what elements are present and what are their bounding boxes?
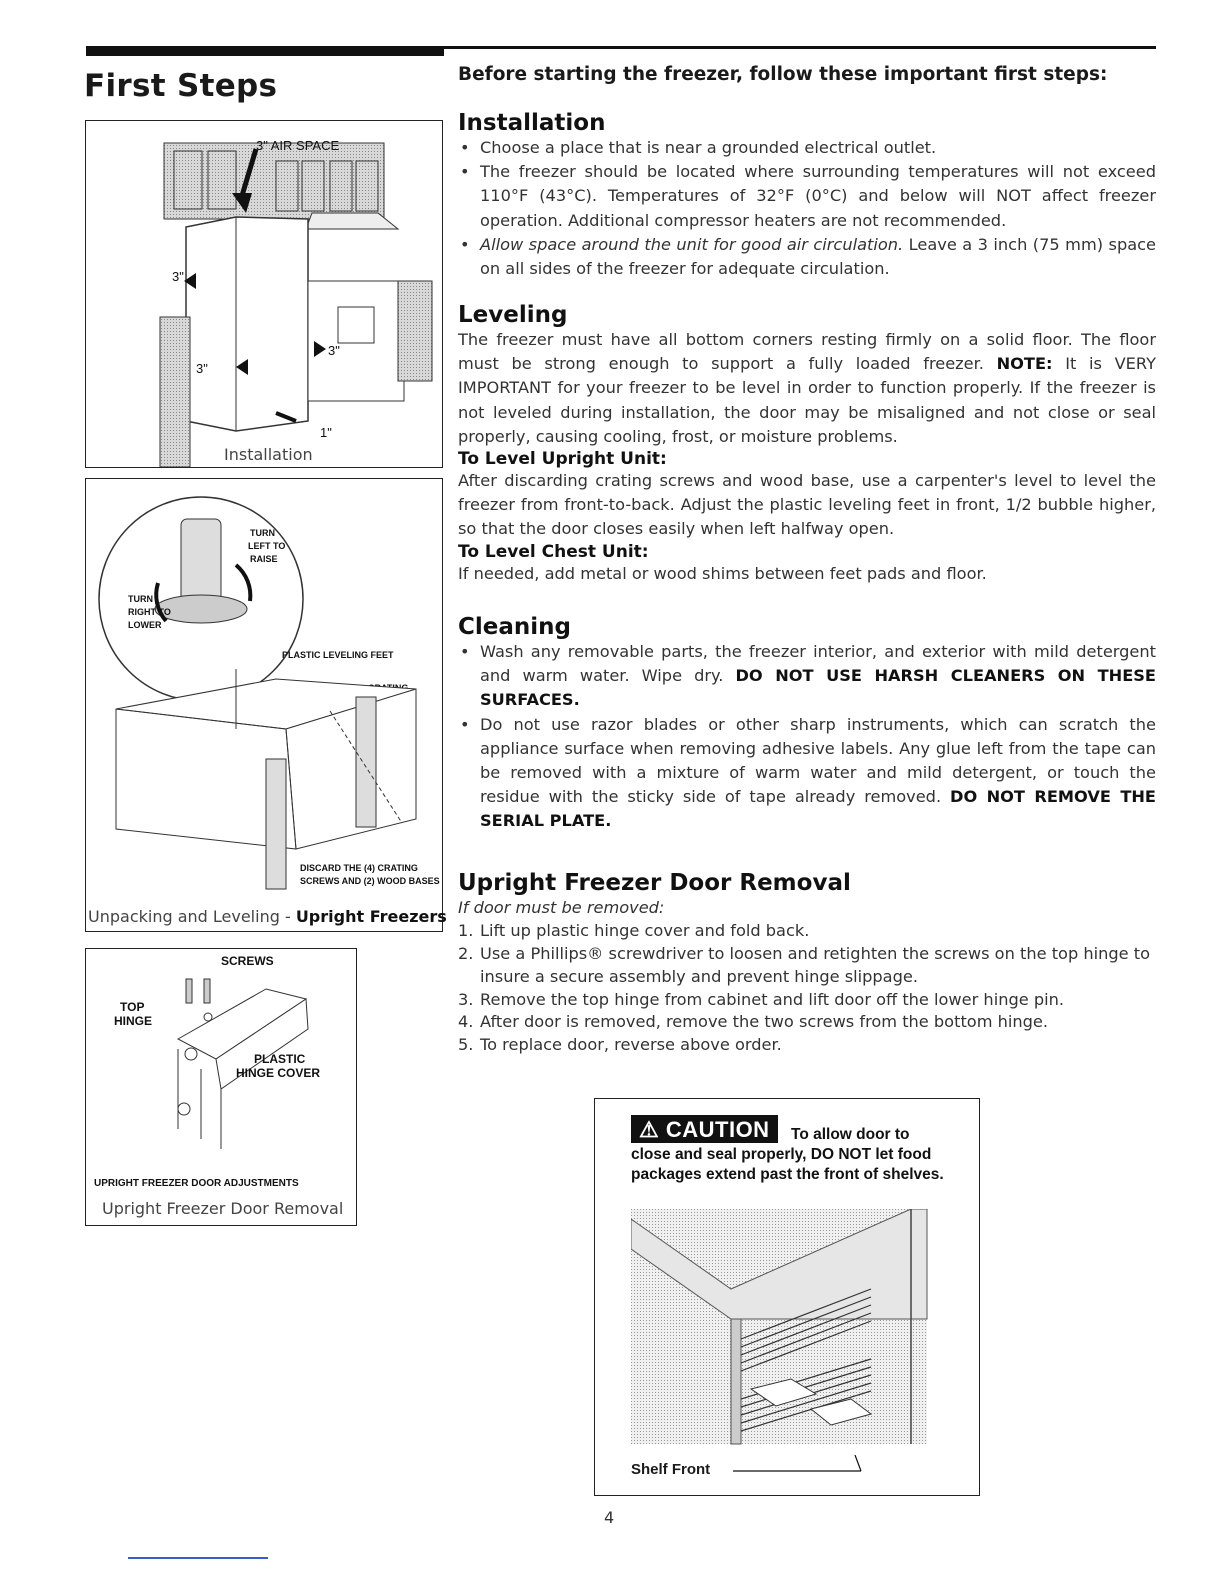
leveling-caption-plain: Unpacking and Leveling -: [88, 907, 296, 926]
leveling-caption: [88, 907, 447, 926]
upright-level-heading: To Level Upright Unit:: [458, 449, 667, 470]
installation-heading: Installation: [458, 110, 606, 136]
door-adjust-label: UPRIGHT FREEZER DOOR ADJUSTMENTS: [94, 1178, 299, 1189]
cleaning-bullet: [458, 713, 1156, 834]
chest-level-heading: To Level Chest Unit:: [458, 541, 649, 562]
shelf-front-label: Shelf Front: [631, 1461, 711, 1478]
installation-bullet: • Choose a place that is near a grounded electrical outlet.: [458, 136, 1156, 160]
side-gap-left-label: 3": [172, 269, 184, 284]
shelf-pointer-arrow: [729, 1455, 869, 1481]
leveling-figure: [85, 478, 447, 932]
discard-label-2: SCREWS AND (2) WOOD BASES: [300, 876, 440, 886]
cleaning-text: Do not use razor blades or other sharp instruments, which can scratch the appliance surface when removing adhesive labels. Any glue left from the tape can be removed with a mixture of warm water and mild detergent, or touch the residue with the sticky side of tape already removed.: [480, 714, 1156, 807]
door-caption: Upright Freezer Door Removal: [102, 1199, 344, 1218]
bullet-emphasis: Allow space around the unit for good air circulation.: [480, 234, 904, 254]
top-hinge-label-2: HINGE: [114, 1014, 153, 1028]
step-text: Lift up plastic hinge cover and fold back.: [480, 921, 810, 941]
leveling-illustration: [86, 479, 442, 909]
step-text: After door is removed, remove the two screws from the bottom hinge.: [480, 1012, 1048, 1032]
page-number: 4: [604, 1508, 615, 1527]
caution-text: To allow door to close and seal properly, DO NOT let food packages extend past the front of shelves.: [631, 1126, 944, 1183]
upright-level-text: After discarding crating screws and wood base, use a carpenter's level to level the freezer from front-to-back. Adjust the plastic leveling feet in front, 1/2 bubble higher, so that the door closes easily when left halfway open.: [458, 471, 1156, 539]
leveling-paragraph: [458, 328, 1156, 449]
header-rule-thick: [86, 46, 444, 56]
installation-caption: Installation: [224, 445, 313, 464]
discard-label-1: DISCARD THE (4) CRATING: [300, 863, 418, 873]
door-removal-step: 2. Use a Phillips® screwdriver to loosen and retighten the screws on the top hinge to insure a secure assembly and prevent hinge slippage.: [458, 944, 1151, 986]
installation-bullet: [458, 233, 1156, 281]
leveling-caption-bold: Upright Freezers: [295, 907, 447, 926]
turn-right-label-2: RIGHT TO: [128, 607, 171, 617]
screws-label: SCREWS: [221, 954, 274, 968]
cleaning-heading: Cleaning: [458, 614, 571, 640]
turn-right-label-1: TURN: [128, 594, 153, 604]
leveling-heading: Leveling: [458, 302, 568, 328]
door-removal-step: 4. After door is removed, remove the two screws from the bottom hinge.: [458, 1012, 1048, 1032]
leveling-text-b: It is VERY IMPORTANT for your freezer to be level in order to function properly. If the freezer is not leveled during installation, the door may be misaligned and not close or seal properly, causing cooling, frost, or moisture problems.: [458, 354, 1156, 446]
shelf-illustration: [631, 1209, 931, 1454]
top-hinge-label-1: TOP: [120, 1000, 145, 1014]
leveling-feet-label: PLASTIC LEVELING FEET: [282, 650, 394, 660]
plastic-label-2: HINGE COVER: [236, 1066, 321, 1080]
footer-rule: [128, 1557, 268, 1559]
leveling-text-a: The freezer must have all bottom corners resting firmly on a solid floor. The floor must be strong enough to support a fully loaded freezer.: [458, 330, 1156, 374]
note-label: NOTE:: [996, 354, 1053, 374]
header-rule-thin: [444, 46, 1156, 49]
door-figure: [85, 948, 357, 1226]
turn-left-label-3: RAISE: [250, 554, 278, 564]
bottom-gap-label: 1": [320, 425, 332, 440]
turn-right-label-3: LOWER: [128, 620, 162, 630]
air-space-label: 3" AIR SPACE: [256, 138, 340, 153]
chest-level-text: If needed, add metal or wood shims between feet pads and floor.: [458, 563, 987, 583]
caution-box: [594, 1098, 980, 1496]
bullet-rest: Leave a 3 inch (75 mm) space on all sides of the freezer for adequate circulation.: [480, 234, 1156, 279]
cleaning-warning: DO NOT USE HARSH CLEANERS ON THESE SURFACES.: [480, 666, 1156, 710]
step-text: Use a Phillips® screwdriver to loosen and retighten the screws on the top hinge to insure a secure assembly and prevent hinge slippage.: [480, 944, 1151, 986]
door-removal-section: [458, 870, 1156, 1057]
intro-text: Before starting the freezer, follow these important first steps:: [458, 64, 1108, 85]
installation-bullet: • The freezer should be located where surrounding temperatures will not exceed 110°F (43°C). Temperatures of 32°F (0°C) and below will NOT affect freezer operation. Additional compressor heaters are not recommended.: [458, 160, 1156, 233]
step-text: To replace door, reverse above order.: [480, 1035, 782, 1055]
page-title: First Steps: [84, 68, 278, 104]
step-text: Remove the top hinge from cabinet and lift door off the lower hinge pin.: [480, 989, 1065, 1009]
side-gap-mid-label: 3": [196, 361, 208, 376]
door-removal-subheading: If door must be removed:: [458, 898, 665, 917]
caution-badge-label: CAUTION: [665, 1117, 770, 1142]
installation-figure: [85, 120, 443, 468]
turn-left-label-2: LEFT TO: [248, 541, 286, 551]
cleaning-text: Wash any removable parts, the freezer interior, and exterior with mild detergent and warm water. Wipe dry.: [480, 642, 1156, 686]
turn-left-label-1: TURN: [250, 528, 275, 538]
installation-illustration: [86, 121, 442, 467]
cleaning-warning: DO NOT REMOVE THE SERIAL PLATE.: [480, 787, 1156, 831]
door-hinge-illustration: [86, 949, 356, 1199]
door-removal-step: 1. Lift up plastic hinge cover and fold back.: [458, 921, 810, 941]
plastic-label-1: PLASTIC: [254, 1052, 306, 1066]
side-gap-right-label: 3": [328, 343, 340, 358]
installation-section: [458, 110, 1156, 281]
leveling-section: [458, 302, 1156, 586]
cleaning-bullet: [458, 640, 1156, 713]
door-removal-step: 5. To replace door, reverse above order.: [458, 1035, 782, 1055]
cleaning-section: [458, 614, 1156, 834]
warning-icon: ⚠: [639, 1117, 660, 1142]
door-removal-step: 3. Remove the top hinge from cabinet and lift door off the lower hinge pin.: [458, 989, 1065, 1009]
door-removal-heading: Upright Freezer Door Removal: [458, 870, 851, 896]
